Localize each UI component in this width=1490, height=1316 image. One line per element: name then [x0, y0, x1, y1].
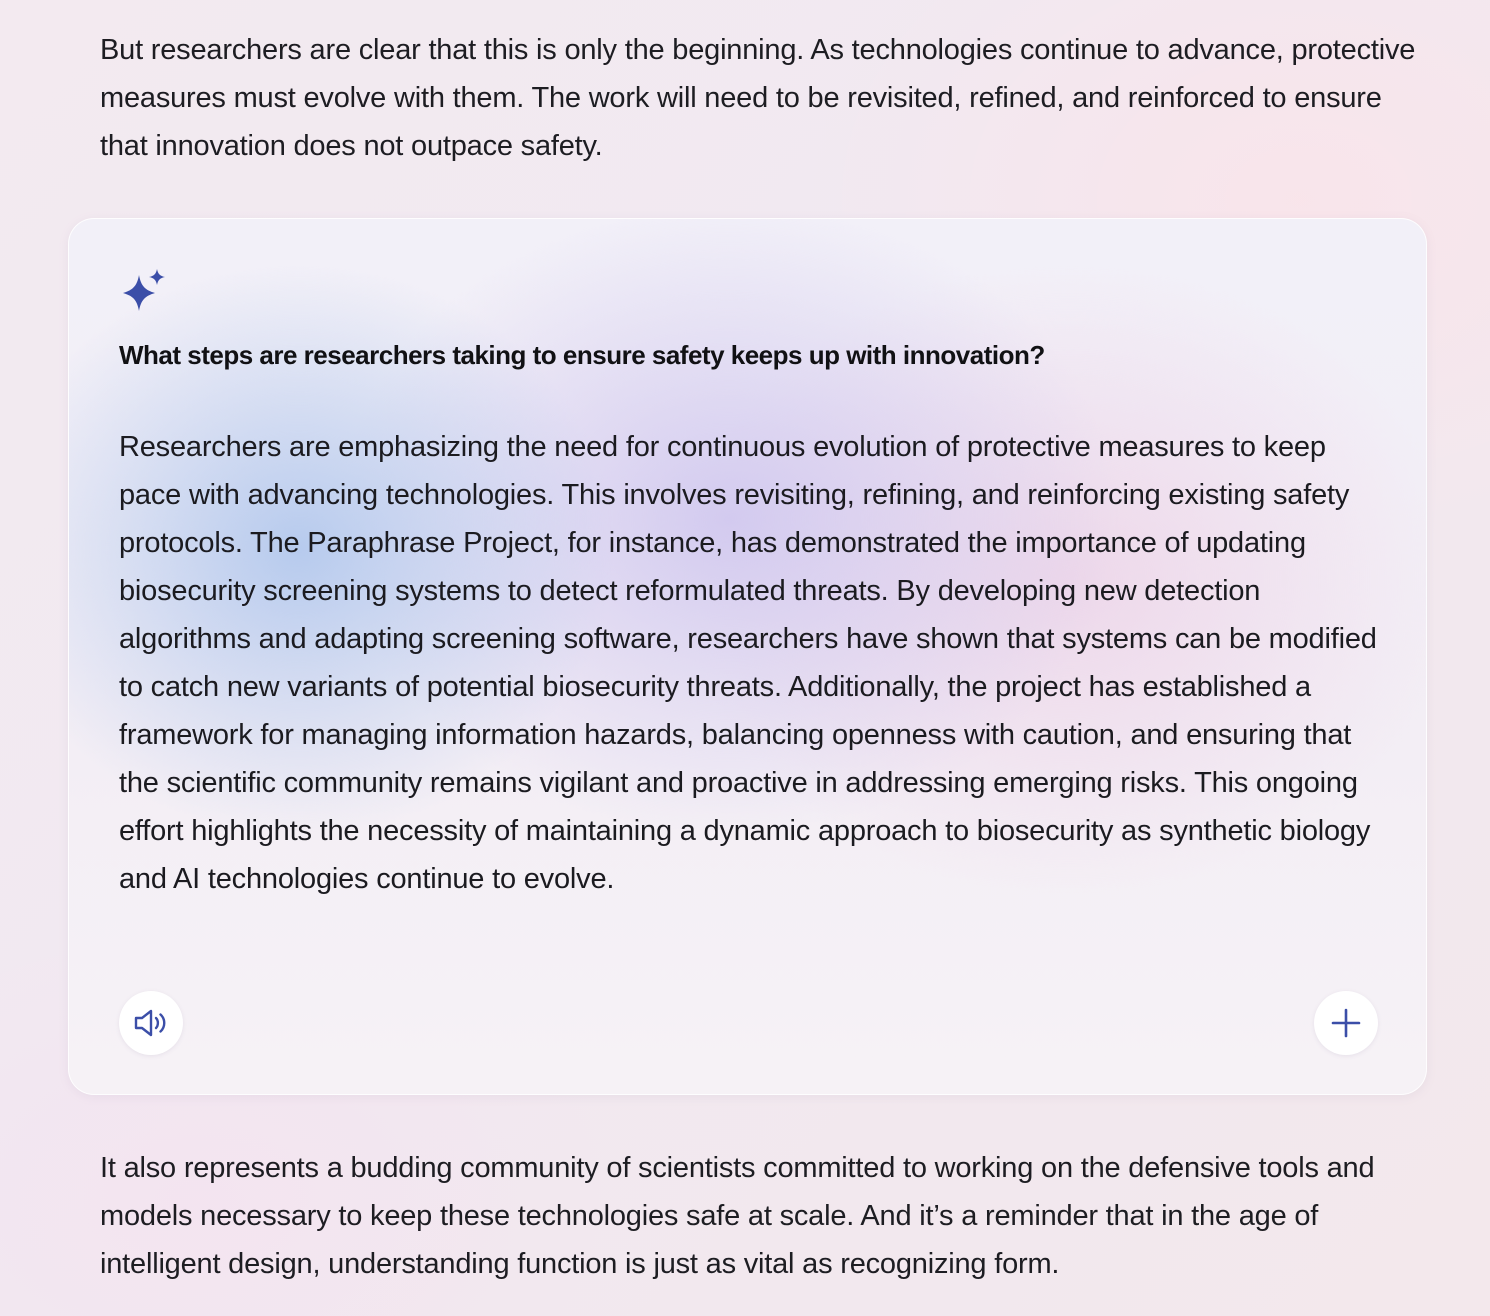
sparkle-icon	[117, 269, 169, 319]
ai-answer-card	[68, 218, 1427, 1095]
ai-answer: Researchers are emphasizing the need for continuous evolution of protective measures to keep pace with advancing technologies. This involves revisiting, refining, and reinforcing existing safety protocols. The Paraphrase Project, for instance, has demonstrated the importance of updating biosecurity screening systems to detect reformulated threats. By developing new detection algorithms and adapting screening software, researchers have shown that systems can be modified to catch new variants of potential biosecurity threats. Additionally, the project has established a framework for managing information hazards, balancing openness with caution, and ensuring that the scientific community remains vigilant and proactive in addressing emerging risks. This ongoing effort highlights the necessity of maintaining a dynamic approach to biosecurity as synthetic biology and AI technologies continue to evolve.	[119, 431, 1377, 895]
article-paragraph-top: But researchers are clear that this is only the beginning. As technologies continue to advance, protective measures must evolve with them. The work will need to be revisited, refined, and reinforced to ensure that innovation does not outpace safety.	[100, 34, 1416, 162]
plus-icon	[1331, 1008, 1361, 1038]
article-paragraph-bottom: It also represents a budding community of scientists committed to working on the defensive tools and models necessary to keep these technologies safe at scale. And it’s a reminder that in the age of intelligent design, understanding function is just as vital as recognizing form.	[100, 1152, 1375, 1280]
ai-question: What steps are researchers taking to ensure safety keeps up with innovation?	[119, 340, 1045, 370]
read-aloud-button[interactable]	[119, 991, 183, 1055]
speaker-icon	[132, 1007, 170, 1039]
add-button[interactable]	[1314, 991, 1378, 1055]
